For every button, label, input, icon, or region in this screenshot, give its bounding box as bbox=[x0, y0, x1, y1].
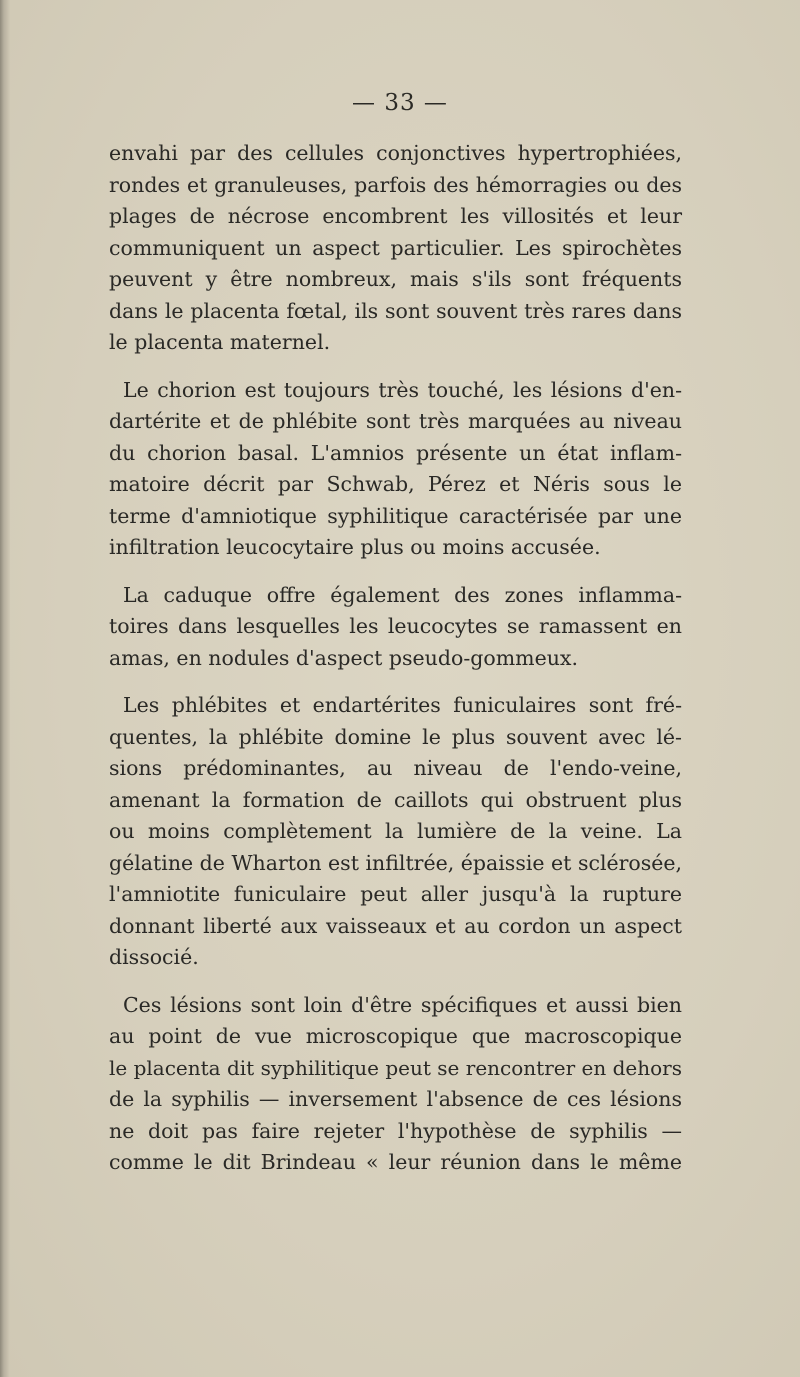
paragraph bbox=[109, 690, 682, 974]
paragraph bbox=[109, 138, 682, 359]
text-line: dartérite et de phlébite sont très marquées au niveau bbox=[109, 409, 682, 433]
text-line: Ces lésions sont loin d'être spécifiques et aussi bien bbox=[123, 992, 682, 1017]
text-line: de la syphilis — inversement l'absence de ces lésions bbox=[109, 1087, 682, 1111]
text-line: du chorion basal. L'amnios présente un état inflam- bbox=[109, 440, 682, 465]
text-line: amas, en nodules d'aspect pseudo-gommeux. bbox=[109, 645, 578, 670]
text-line: terme d'amniotique syphilitique caractérisée par une bbox=[109, 503, 682, 528]
text-line: matoire décrit par Schwab, Pérez et Néris sous le bbox=[109, 472, 682, 496]
text-line: gélatine de Wharton est infiltrée, épaissie et sclérosée, bbox=[109, 850, 683, 875]
text-line: amenant la formation de caillots qui obstruent plus bbox=[109, 787, 682, 812]
text-line: dissocié. bbox=[109, 945, 199, 969]
text-line: le placenta maternel. bbox=[109, 330, 331, 354]
text-line: quentes, la phlébite domine le plus souvent avec lé- bbox=[109, 724, 682, 749]
text-line: comme le dit Brindeau « leur réunion dans le même bbox=[109, 1150, 682, 1174]
text-line: Le chorion est toujours très touché, les lésions d'en- bbox=[123, 377, 682, 402]
text-line: envahi par des cellules conjonctives hypertrophiées, bbox=[109, 141, 682, 165]
text-line: dans le placenta fœtal, ils sont souvent très rares dans bbox=[109, 298, 682, 323]
text-line: sions prédominantes, au niveau de l'endo-veine, bbox=[109, 756, 682, 780]
text-line: le placenta dit syphilitique peut se rencontrer en dehors bbox=[109, 1055, 682, 1080]
paragraph bbox=[109, 580, 682, 675]
paragraph bbox=[109, 375, 682, 564]
text-line: ou moins complètement la lumière de la veine. La bbox=[109, 819, 682, 843]
text-line: ne doit pas faire rejeter l'hypothèse de syphilis — bbox=[109, 1118, 682, 1143]
text-line: l'amniotite funiculaire peut aller jusqu'à la rupture bbox=[109, 882, 682, 906]
page-number: — 33 — bbox=[352, 90, 448, 116]
text-line: Les phlébites et endartérites funiculaires sont fré- bbox=[123, 693, 682, 717]
text-line: infiltration leucocytaire plus ou moins accusée. bbox=[109, 535, 601, 559]
text-line: au point de vue microscopique que macroscopique bbox=[109, 1024, 682, 1048]
text-line: toires dans lesquelles les leucocytes se ramassent en bbox=[109, 614, 682, 638]
text-line: plages de nécrose encombrent les villosités et leur bbox=[109, 204, 682, 228]
paragraph bbox=[109, 990, 682, 1179]
text-line: La caduque offre également des zones inflamma- bbox=[123, 582, 682, 607]
text-line: peuvent y être nombreux, mais s'ils sont fréquents bbox=[109, 267, 682, 291]
page-binding-edge bbox=[0, 0, 10, 1377]
body-text bbox=[109, 138, 682, 1179]
text-line: rondes et granuleuses, parfois des hémorragies ou des bbox=[109, 172, 682, 197]
text-line: communiquent un aspect particulier. Les spirochètes bbox=[109, 235, 682, 260]
text-line: donnant liberté aux vaisseaux et au cordon un aspect bbox=[109, 913, 682, 938]
